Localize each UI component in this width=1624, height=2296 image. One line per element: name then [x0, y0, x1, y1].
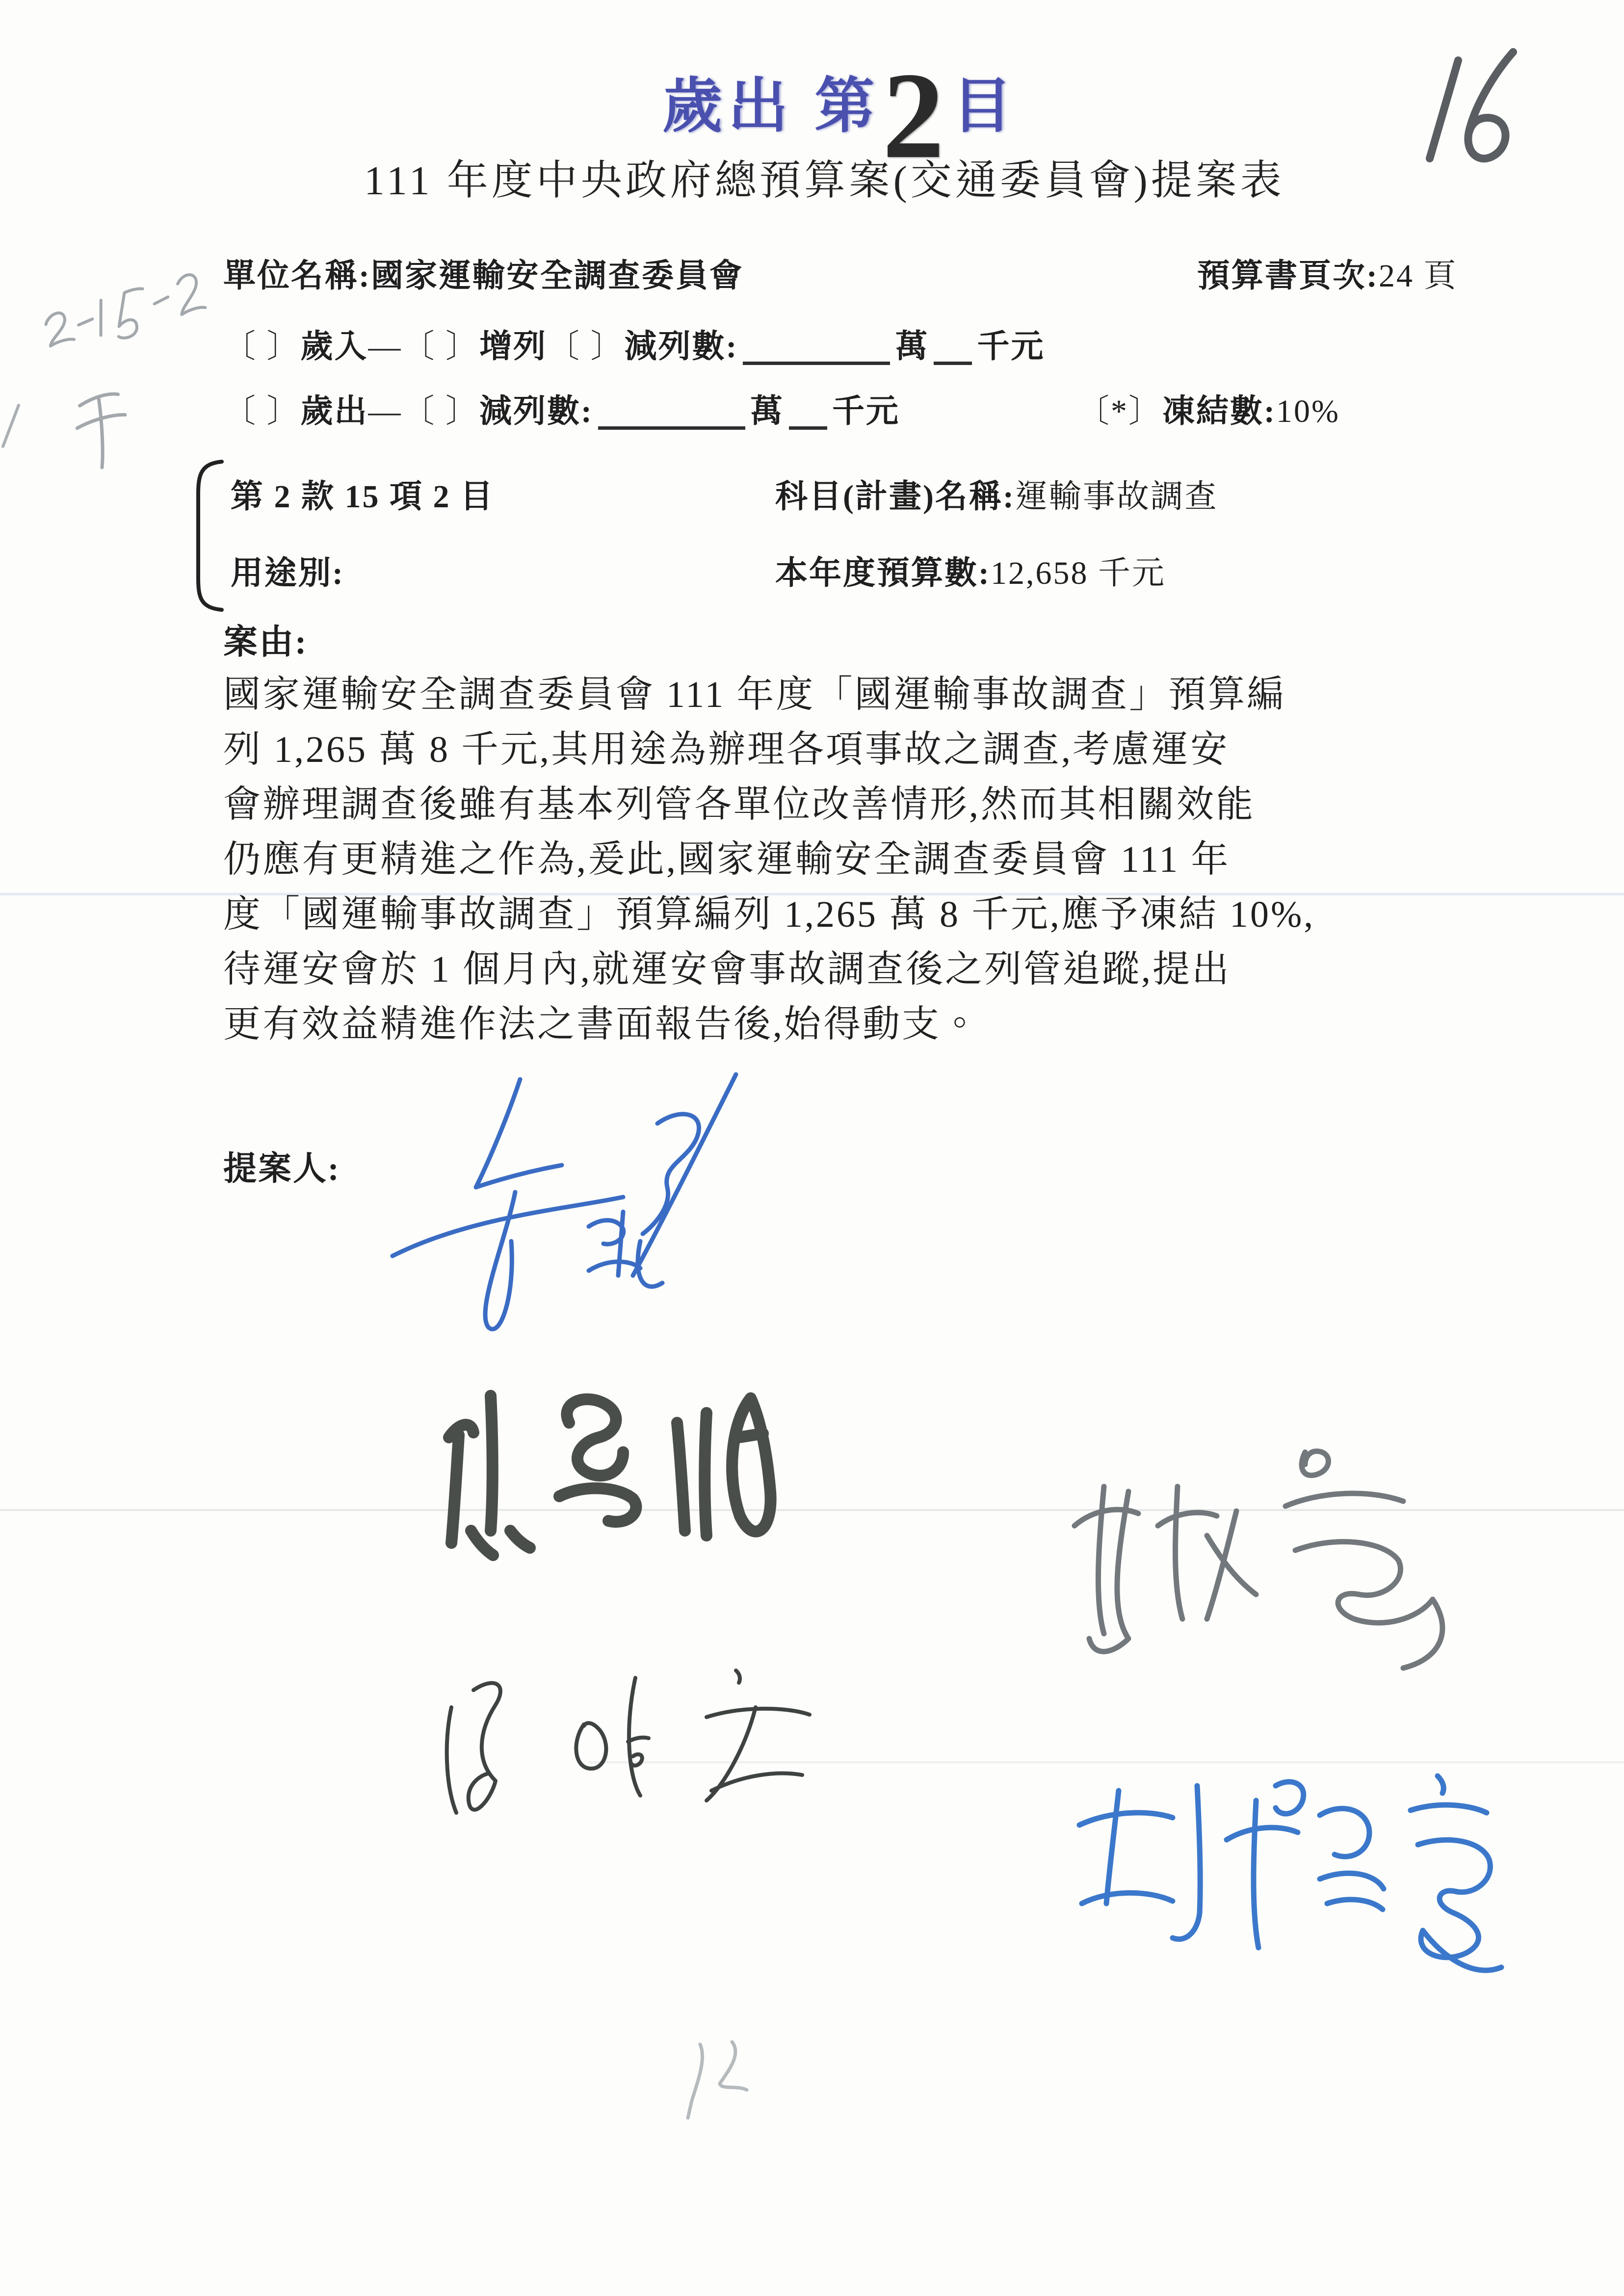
proposer-signature-2 — [412, 1369, 814, 1585]
case-paragraph-line: 會辦理調查後雖有基本列管各單位改善情形,然而其相關效能 — [223, 784, 1255, 825]
proposer-signature-3 — [422, 1644, 824, 1840]
dash: — — [368, 393, 402, 429]
case-paragraph-line: 度「國運輸事故調查」預算編列 1,265 萬 8 千元,應予凍結 10%, — [223, 894, 1315, 935]
revenue-option-line — [223, 320, 1045, 366]
cut-amount-label: 減列數: — [479, 393, 593, 429]
revenue-label: 歲入 — [300, 329, 368, 365]
unit-name-label: 單位名稱: — [223, 258, 371, 294]
wan-unit: 萬 — [895, 329, 929, 365]
amount-blank-underline — [743, 359, 890, 365]
case-paragraph — [223, 667, 1315, 1052]
freeze-bracket: 〔*〕 — [1077, 393, 1162, 429]
checkbox-bracket: 〔 〕 — [223, 393, 301, 429]
budget-page-ref-value: 24 頁 — [1378, 258, 1458, 294]
stamp-title-number: 2 — [882, 47, 950, 184]
qian-unit: 千元 — [832, 393, 900, 429]
stamp-title — [662, 47, 1018, 184]
current-budget-label: 本年度預算數: — [775, 555, 991, 591]
current-budget-value: 12,658 千元 — [990, 555, 1166, 591]
case-paragraph-line: 國家運輸安全調查委員會 111 年度「國運輸事故調查」預算編 — [223, 674, 1286, 715]
freeze-label: 凍結數: — [1162, 393, 1276, 429]
case-paragraph-line: 更有效益精進作法之書面報告後,始得動支。 — [223, 1004, 980, 1045]
expenditure-label: 歲出 — [300, 393, 368, 429]
handwritten-page-number — [1385, 43, 1532, 171]
unit-name-value: 國家運輸安全調查委員會 — [370, 258, 743, 294]
expenditure-option-line — [223, 385, 900, 431]
proposer-signature-5 — [1045, 1756, 1516, 2002]
checkbox-bracket: 〔 〕 — [402, 329, 479, 365]
qian-unit: 千元 — [977, 329, 1045, 365]
dash: — — [368, 329, 402, 365]
budget-page-ref-label: 預算書頁次: — [1197, 258, 1379, 294]
cut-amount-label: 減列數: — [624, 329, 738, 365]
bottom-pencil-mark — [673, 2032, 776, 2125]
group-bracket — [190, 459, 226, 613]
checkbox-bracket: 〔 〕 — [223, 329, 301, 365]
case-paragraph-line: 待運安會於 1 個月內,就運安會事故調查後之列管追蹤,提出 — [223, 949, 1231, 990]
wan-unit: 萬 — [750, 393, 784, 429]
stamp-title-suffix: 目 — [952, 74, 1018, 140]
case-paragraph-line: 仍應有更精進之作為,爰此,國家運輸安全調查委員會 111 年 — [223, 839, 1231, 880]
case-label: 案由: — [223, 624, 308, 661]
margin-check-pencil — [68, 381, 141, 480]
amount-blank-underline — [789, 423, 827, 430]
add-column-label: 增列 — [479, 329, 547, 365]
case-paragraph-line: 列 1,265 萬 8 千元,其用途為辦理各項事故之調查,考慮運安 — [223, 729, 1230, 770]
current-budget-line — [775, 547, 1166, 593]
proposer-signature-1 — [358, 1065, 741, 1339]
edge-pencil-slash — [0, 401, 22, 450]
subject-name-line — [775, 470, 1218, 517]
budget-page-ref — [1197, 249, 1457, 296]
proposer-label: 提案人: — [223, 1150, 341, 1187]
freeze-value: 10% — [1276, 393, 1340, 429]
checkbox-bracket: 〔 〕 — [402, 393, 479, 429]
item-number: 第 2 款 15 項 2 目 — [231, 479, 494, 515]
freeze-clause — [1077, 385, 1340, 431]
amount-blank-underline — [598, 423, 745, 430]
proposer-signature-4 — [1030, 1423, 1482, 1688]
usage-type-line: 用途別: — [231, 555, 344, 591]
unit-name-line — [223, 249, 743, 296]
margin-code-pencil — [24, 250, 222, 366]
form-title: 111 年度中央政府總預算案(交通委員會)提案表 — [364, 158, 1285, 204]
stamp-title-prefix: 歲出 第 — [662, 74, 881, 140]
subject-name-value: 運輸事故調查 — [1015, 479, 1218, 515]
checkbox-bracket: 〔 〕 — [547, 329, 625, 365]
amount-blank-underline — [934, 359, 972, 365]
subject-name-label: 科目(計畫)名稱: — [775, 479, 1015, 515]
